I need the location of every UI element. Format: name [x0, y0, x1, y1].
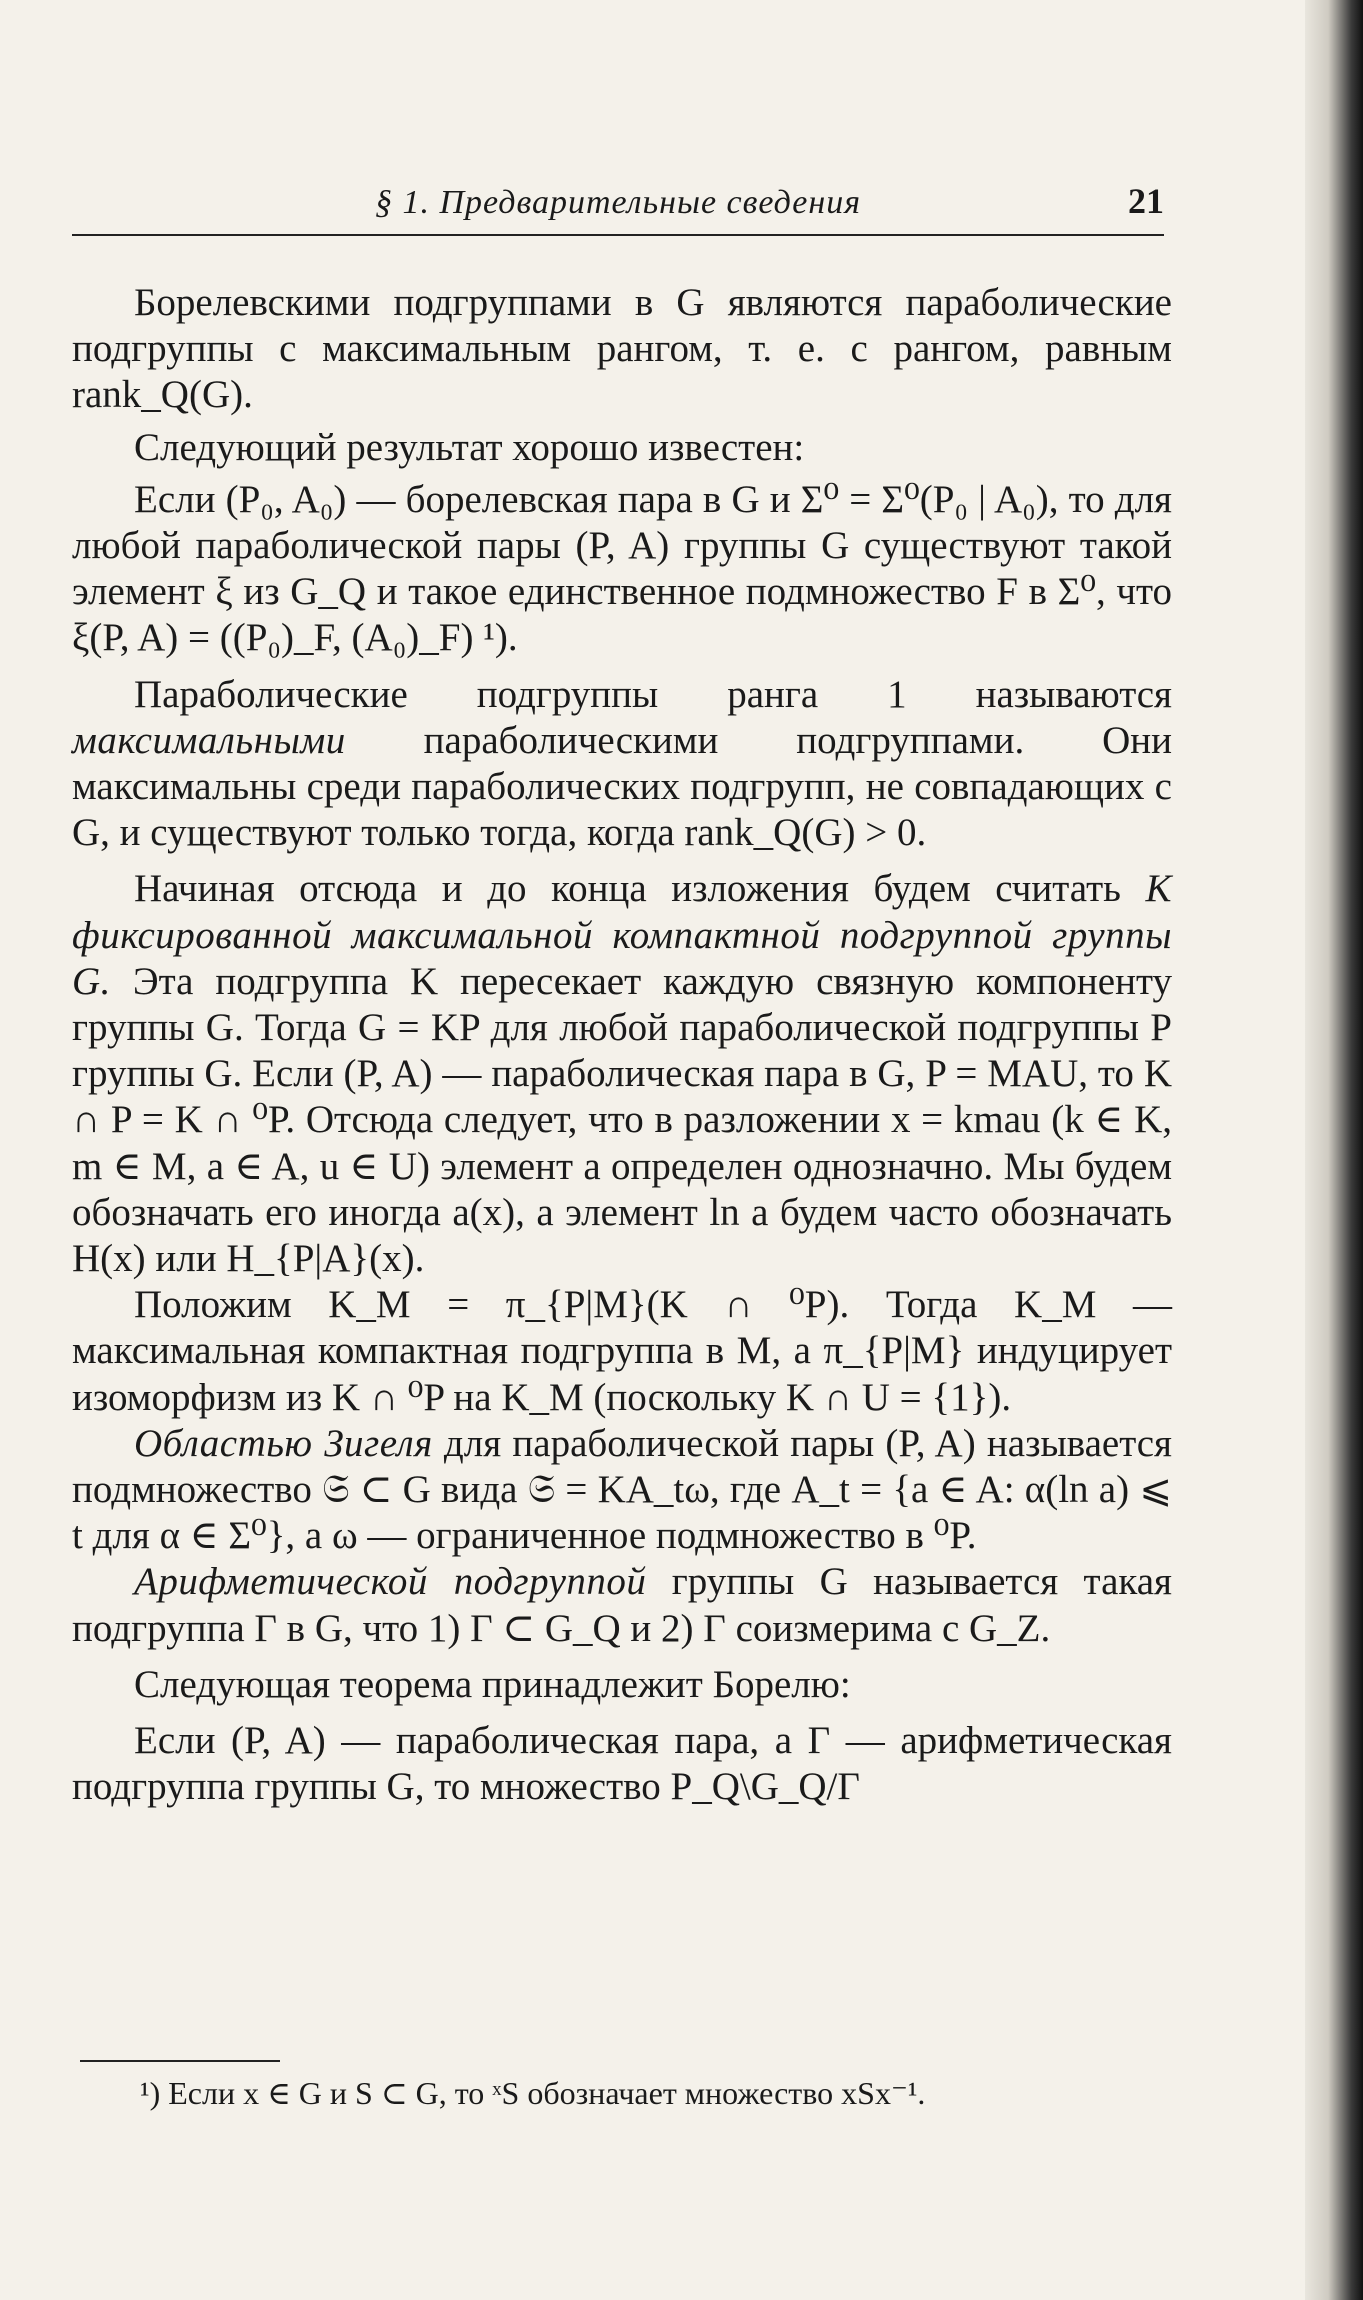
- paragraph-siegel-domain: [72, 1421, 1172, 1560]
- emphasis-term: максимальными: [72, 718, 346, 762]
- paragraph-rest: для параболической пары (P, A) называется подмножество 𝔖 ⊂ G вида 𝔖 = KA_tω, где A_t = {a ∈ A: α(ln a) ⩽ t для α ∈ Σ⁰}, а ω — ограниченное подмножество в ⁰P.: [72, 1421, 1172, 1558]
- paragraph-borel-subgroups: Борелевскими подгруппами в G являются параболические подгруппы с максимальным рангом, т. е. с рангом, равным rank_Q(G).: [72, 281, 1172, 417]
- paragraph-arithmetic-subgroup: [72, 1559, 1172, 1651]
- paragraph-lead: Параболические подгруппы ранга 1 называются: [134, 672, 1172, 716]
- paragraph-rest: группы G называется такая подгруппа Γ в G, что 1) Γ ⊂ G_Q и 2) Γ соизмерима с G_Z.: [72, 1560, 1172, 1650]
- paragraph-rest: параболическими подгруппами. Они максимальны среди параболических подгрупп, не совпадающих с G, и существуют только тогда, когда rank_Q(G) > 0.: [72, 718, 1172, 855]
- paragraph-compact-subgroup: [72, 866, 1172, 1282]
- paragraph-borel-theorem: Если (P, A) — параболическая пара, а Γ — арифметическая подгруппа группы G, то множество P_Q\G_Q/Γ: [72, 1719, 1172, 1809]
- paragraph-maximal-parabolic: [72, 672, 1172, 857]
- page-number: 21: [1128, 181, 1164, 221]
- footnote-divider: [80, 2060, 280, 2062]
- paragraph-known-result: Следующий результат хорошо известен:: [134, 425, 805, 469]
- emphasis-term: Областью Зигеля: [134, 1421, 433, 1465]
- running-header: [72, 168, 1164, 236]
- emphasis-term: Арифметической подгруппой: [134, 1560, 647, 1604]
- body-text: [72, 280, 1172, 1811]
- paragraph-borel-pair: Если (P₀, A₀) — борелевская пара в G и Σ⁰ = Σ⁰(P₀ | A₀), то для любой параболической пары (P, A) группы G существуют такой элемент ξ из G_Q и такое единственное подмножество F в Σ⁰, что ξ(P, A) = ((P₀)_F, (A₀)_F) ¹).: [72, 477, 1172, 660]
- paragraph-rest: Эта подгруппа K пересекает каждую связную компоненту группы G. Тогда G = KP для любой параболической подгруппы P группы G. Если (P, A) — параболическая пара в G, P = MAU, то K ∩ P = K ∩ ⁰P. Отсюда следует, что в разложении x = kmau (k ∈ K, m ∈ M, a ∈ A, u ∈ U) элемент a определен однозначно. Мы будем обозначать его иногда a(x), а элемент ln a будем часто обозначать H(x) или H_{P|A}(x).: [72, 959, 1172, 1281]
- footnote: ¹) Если x ∈ G и S ⊂ G, то ˣS обозначает множество xSx⁻¹.: [140, 2075, 926, 2111]
- running-title: § 1. Предварительные сведения: [374, 184, 862, 221]
- paragraph-lead: Начиная отсюда и до конца изложения будем считать: [134, 867, 1146, 911]
- paragraph-borel-theorem-intro: Следующая теорема принадлежит Борелю:: [134, 1662, 851, 1706]
- page-edge-shadow: [1305, 0, 1363, 2300]
- paragraph-km-definition: Положим K_M = π_{P|M}(K ∩ ⁰P). Тогда K_M — максимальная компактная подгруппа в M, а π_{P|M} индуцирует изоморфизм из K ∩ ⁰P на K_M (поскольку K ∩ U = {1}).: [72, 1283, 1172, 1419]
- emphasis-term: K фиксированной максимальной компактной подгруппой группы G.: [72, 867, 1172, 1003]
